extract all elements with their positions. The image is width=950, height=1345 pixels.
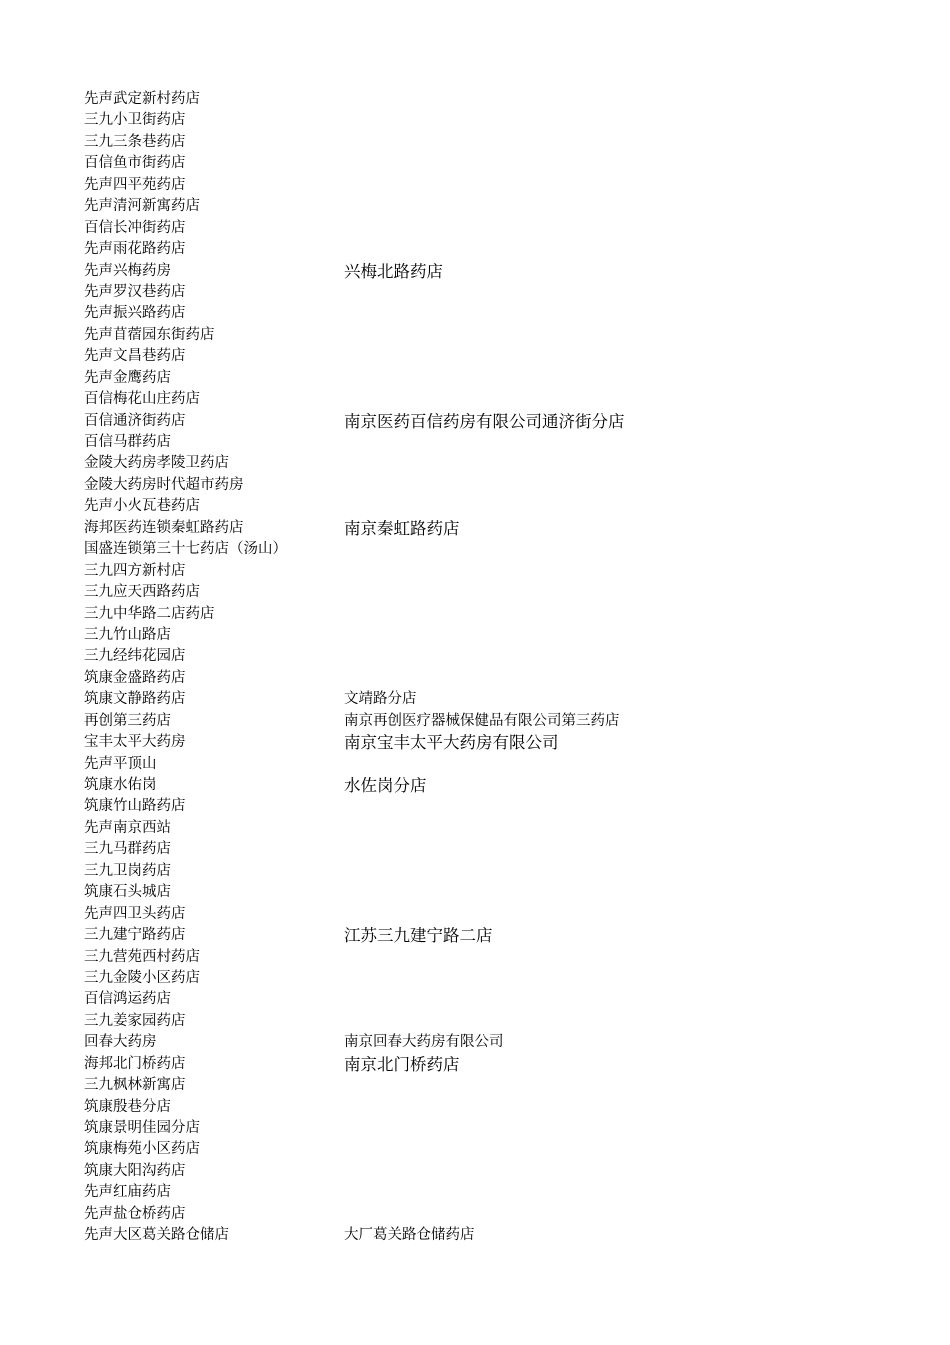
store-name-cell: 三九三条巷药店	[84, 133, 186, 150]
store-row	[84, 1054, 904, 1075]
store-row	[84, 518, 904, 539]
store-name-cell: 金陵大药房时代超市药房	[84, 476, 244, 493]
store-row	[84, 711, 904, 732]
store-name-cell: 三九卫岗药店	[84, 862, 171, 879]
store-name-cell: 先声文昌巷药店	[84, 348, 186, 365]
store-name-cell: 筑康景明佳园分店	[84, 1120, 200, 1136]
store-alias-cell: 南京回春大药房有限公司	[344, 1034, 504, 1051]
store-alias-cell: 南京秦虹路药店	[344, 518, 460, 538]
store-name-cell: 先声大区葛关路仓储店	[84, 1227, 229, 1244]
store-alias-cell: 南京医药百信药房有限公司通济街分店	[344, 411, 625, 431]
store-name-cell: 三九应天西路药店	[84, 584, 200, 601]
store-name-cell: 金陵大药房孝陵卫药店	[84, 455, 229, 472]
store-row	[84, 239, 904, 260]
store-row	[84, 539, 904, 560]
store-name-cell: 三九中华路二店药店	[84, 605, 215, 622]
store-name-cell: 三九金陵小区药店	[84, 969, 200, 986]
store-name-cell: 先声盐仓桥药店	[84, 1205, 186, 1222]
store-row	[84, 796, 904, 817]
store-row	[84, 1118, 904, 1139]
store-alias-cell: 水佐岗分店	[344, 776, 427, 795]
store-name-cell: 三九经纬花园店	[84, 648, 186, 665]
store-name-cell: 三九姜家园药店	[84, 1012, 186, 1029]
store-name-cell: 百信鱼市街药店	[84, 155, 186, 172]
store-alias-cell: 兴梅北路药店	[344, 261, 443, 281]
store-row	[84, 475, 904, 496]
store-name-cell: 筑康石头城店	[84, 884, 171, 901]
store-name-cell: 筑康金盛路药店	[84, 669, 186, 686]
store-row	[84, 1032, 904, 1053]
store-row	[84, 561, 904, 582]
store-row	[84, 303, 904, 324]
store-row	[84, 668, 904, 689]
store-row	[84, 839, 904, 860]
store-row	[84, 861, 904, 882]
store-row	[84, 153, 904, 174]
store-name-cell: 先声小火瓦巷药店	[84, 498, 200, 515]
store-row	[84, 882, 904, 903]
store-list-sheet	[84, 89, 904, 1247]
store-row	[84, 453, 904, 474]
store-name-cell: 先声苜蓿园东街药店	[84, 326, 215, 343]
store-name-cell: 筑康殷巷分店	[84, 1098, 171, 1115]
store-row	[84, 1161, 904, 1182]
store-alias-cell: 大厂葛关路仓储药店	[344, 1227, 475, 1244]
store-row	[84, 389, 904, 410]
store-row	[84, 346, 904, 367]
store-name-cell: 先声振兴路药店	[84, 305, 186, 322]
store-alias-cell: 南京再创医疗器械保健品有限公司第三药店	[344, 712, 620, 729]
store-row	[84, 196, 904, 217]
store-name-cell: 百信马群药店	[84, 434, 171, 450]
store-row	[84, 646, 904, 667]
store-name-cell: 先声四平苑药店	[84, 176, 186, 193]
store-name-cell: 先声兴梅药房	[84, 262, 171, 279]
store-name-cell: 海邦医药连锁秦虹路药店	[84, 519, 244, 536]
store-name-cell: 先声金鹰药店	[84, 369, 171, 386]
store-name-cell: 先声武定新村药店	[84, 91, 200, 107]
store-name-cell: 三九营苑西村药店	[84, 948, 200, 965]
store-row	[84, 1182, 904, 1203]
store-row	[84, 625, 904, 646]
store-row	[84, 754, 904, 775]
store-row	[84, 132, 904, 153]
store-row	[84, 1225, 904, 1246]
store-name-cell: 海邦北门桥药店	[84, 1055, 186, 1072]
store-row	[84, 282, 904, 303]
store-row	[84, 432, 904, 453]
store-name-cell: 筑康文静路药店	[84, 691, 186, 708]
store-name-cell: 筑康大阳沟药店	[84, 1162, 186, 1179]
store-row	[84, 732, 904, 753]
store-row	[84, 411, 904, 432]
store-row	[84, 689, 904, 710]
store-name-cell: 先声雨花路药店	[84, 241, 186, 258]
store-row	[84, 1204, 904, 1225]
store-name-cell: 三九枫林新寓店	[84, 1077, 186, 1094]
store-name-cell: 先声平顶山	[84, 755, 157, 772]
store-name-cell: 三九竹山路店	[84, 626, 171, 643]
store-row	[84, 1097, 904, 1118]
store-name-cell: 百信通济街药店	[84, 412, 186, 429]
store-name-cell: 再创第三药店	[84, 712, 171, 729]
store-name-cell: 回春大药房	[84, 1034, 157, 1051]
store-row	[84, 1075, 904, 1096]
store-row	[84, 89, 904, 110]
store-row	[84, 968, 904, 989]
store-row	[84, 1139, 904, 1160]
store-row	[84, 110, 904, 131]
store-name-cell: 宝丰太平大药房	[84, 734, 186, 751]
store-row	[84, 818, 904, 839]
store-name-cell: 先声罗汉巷药店	[84, 283, 186, 300]
store-row	[84, 261, 904, 282]
store-name-cell: 先声清河新寓药店	[84, 198, 200, 215]
store-name-cell: 三九四方新村店	[84, 562, 186, 579]
store-row	[84, 368, 904, 389]
store-row	[84, 925, 904, 946]
store-name-cell: 百信长冲街药店	[84, 219, 186, 236]
store-row	[84, 775, 904, 796]
store-name-cell: 百信鸿运药店	[84, 991, 171, 1008]
store-name-cell: 筑康梅苑小区药店	[84, 1141, 200, 1158]
store-row	[84, 496, 904, 517]
store-row	[84, 904, 904, 925]
store-name-cell: 国盛连锁第三十七药店（汤山）	[84, 541, 287, 558]
store-row	[84, 325, 904, 346]
store-row	[84, 175, 904, 196]
store-alias-cell: 江苏三九建宁路二店	[344, 926, 493, 946]
store-name-cell: 先声红庙药店	[84, 1184, 171, 1201]
store-name-cell: 三九马群药店	[84, 841, 171, 858]
store-row	[84, 947, 904, 968]
store-name-cell: 先声南京西站	[84, 819, 171, 836]
store-row	[84, 218, 904, 239]
store-name-cell: 筑康水佑岗	[84, 777, 157, 793]
store-row	[84, 582, 904, 603]
store-row	[84, 604, 904, 625]
store-alias-cell: 南京北门桥药店	[344, 1054, 460, 1074]
store-alias-cell: 文靖路分店	[344, 691, 417, 708]
store-name-cell: 三九小卫街药店	[84, 112, 186, 129]
store-name-cell: 筑康竹山路药店	[84, 798, 186, 815]
store-row	[84, 989, 904, 1010]
store-name-cell: 三九建宁路药店	[84, 927, 186, 944]
store-alias-cell: 南京宝丰太平大药房有限公司	[344, 733, 559, 753]
store-name-cell: 先声四卫头药店	[84, 905, 186, 922]
store-name-cell: 百信梅花山庄药店	[84, 391, 200, 408]
store-row	[84, 1011, 904, 1032]
